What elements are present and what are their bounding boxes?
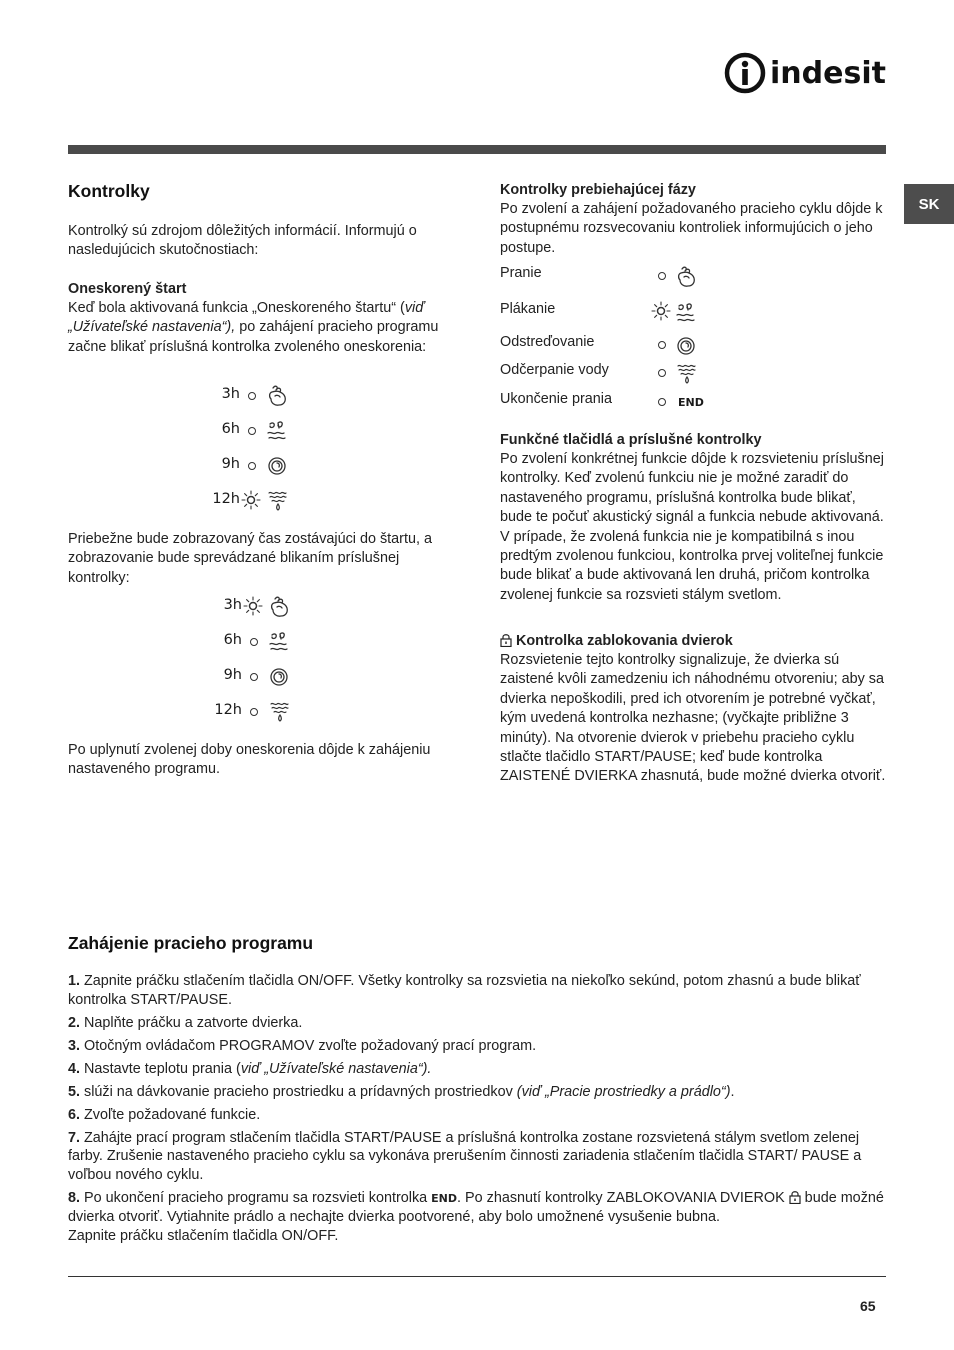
delay-indicator-row [200,628,300,656]
phase-label: Ukončenie prania [500,391,612,407]
delay-indicator-row [200,698,300,726]
delay-hours-label: 9h [221,456,240,472]
drain-icon [266,489,288,513]
spin-icon [675,334,697,358]
delay-indicator-row [198,452,298,480]
delay-indicator-row [198,417,298,445]
indesit-logo [724,52,890,94]
language-tab: SK [904,184,954,224]
steps-list [68,972,886,1250]
intro-text: Kontrolký sú zdrojom dôležitých informácií. Informujú o nasledujúcich skutočnostiach: [68,223,417,259]
delay-indicator-row [200,663,300,691]
spin-icon [268,665,290,689]
step-item: 2. Naplňte práčku a zatvorte dvierka. [68,1014,303,1031]
delay-indicator-row [198,487,298,515]
indicator-led-icon [658,369,666,377]
function-heading: Funkčné tlačidlá a príslušné kontrolky [500,432,762,448]
rinse-icon [675,301,697,325]
step-item: 6. Zvoľte požadované funkcie. [68,1106,261,1123]
delay-heading: Oneskorený štart [68,281,187,297]
lock-heading: Kontrolka zablokovania dvierok [500,632,888,651]
phase-label: Pranie [500,265,542,281]
indicator-led-icon [250,673,258,681]
phase-text: Po zvolení a zahájení požadovaného pracieho cyklu dôjde k postupnému rozsvecovaniu kontroliek informujúcich o jeho postupe. [500,201,883,256]
drain-icon [268,700,290,724]
phase-row [500,301,740,325]
indicator-led-blinking-icon [242,595,264,617]
delay-indicator-row [200,593,300,621]
indicator-led-icon [658,398,666,406]
phase-row [500,334,740,358]
wash-icon [675,265,697,289]
rinse-icon [266,419,288,443]
indicator-led-icon [658,341,666,349]
delay-hours-label: 12h [214,702,242,718]
phase-label: Odstreďovanie [500,334,595,350]
lock-text: Rozsvietenie tejto kontrolky signalizuje, že dvierka sú zaistené kvôli zamedzeniu ich náhodnému otvoreniu; aby sa dvierka nepoškodili, pred ich otvorením je potrebné vyčkať, kým uvedená kontrolka nezhasne; (vyčkajte približne 3 minúty). Na otvorenie dvierok v priebehu pracieho cyklu stlačte tlačidlo START/PAUSE; keď bude kontrolka ZAISTENÉ DVIERKA zhasnutá, bude možné dvierka otvoriť. [500,652,886,785]
delay-hours-label: 9h [223,667,242,683]
indicator-led-icon [248,427,256,435]
delay-hours-label: 6h [223,632,242,648]
delay-text: Keď bola aktivovaná funkcia „Oneskoreného štartu“ (viď „Užívateľské nastavenia“), po zahájení pracieho programu začne blikať príslušná kontrolka zvoleného oneskorenia: [68,300,439,355]
drain-icon [675,362,697,386]
middle-text: Priebežne bude zobrazovaný čas zostávajúci do štartu, a zobrazovanie bude sprevádzané blikaním príslušnej kontrolky: [68,531,432,586]
step-item: 1. Zapnite práčku stlačením tlačidla ON/OFF. Všetky kontrolky sa rozsvietia na niekoľko sekúnd, potom zhasnú a bude blikať kontrolka START/PAUSE. [68,973,861,1008]
delay-hours-label: 3h [223,597,242,613]
step-item: 3. Otočným ovládačom PROGRAMOV zvoľte požadovaný prací program. [68,1037,537,1054]
phase-row [500,362,740,386]
delay-end-text: Po uplynutí zvolenej doby oneskorenia dôjde k zahájeniu nastaveného programu. [68,742,431,778]
step-item: 7. Zahájte prací program stlačením tlačidla START/PAUSE a príslušná kontrolka zostane rozsvietená stálym svetlom zelenej farby. Zrušenie nastaveného pracieho cyklu sa vykonáva prerušením činnosti zariadenia stlačením tlačidla START/ PAUSE a voľbou nového cyklu. [68,1129,862,1183]
footer-rule [68,1276,886,1277]
header-bar [68,145,886,154]
indicator-led-blinking-icon [650,300,672,322]
lock-icon [500,633,512,647]
end-icon: END [678,396,704,409]
wash-icon [268,595,290,619]
end-indicator-label: END [431,1191,458,1205]
step-item: 5. slúži na dávkovanie pracieho prostriedku a prídavných prostriedkov (viď „Pracie prostriedky a prádlo“). [68,1083,735,1100]
indicator-led-icon [248,462,256,470]
section-title-kontrolky: Kontrolky [68,181,150,201]
lock-icon [789,1190,801,1204]
rinse-icon [268,630,290,654]
step-item: 4. Nastavte teplotu prania (viď „Užívateľské nastavenia“). [68,1060,432,1077]
phase-row [500,391,740,415]
wash-icon [266,384,288,408]
step-8: 8. Po ukončení pracieho programu sa rozsvieti kontrolka END. Po zhasnutí kontrolky ZABLOKOVANIA DVIEROK bude možné dvierka otvoriť. Vytiahnite prádlo a nechajte dvierka pootvorené, aby bolo umožnené vysušenie bubna. Zapnite práčku stlačením tlačidla ON/OFF. [68,1189,884,1244]
indicator-led-icon [250,638,258,646]
phase-row [500,265,740,289]
indesit-logo-icon [724,52,766,94]
delay-hours-label: 6h [221,421,240,437]
function-text: Po zvolení konkrétnej funkcie dôjde k rozsvieteniu príslušnej kontrolky. Keď zvolenú funkciu nie je možné zaradiť do nastaveného programu, príslušná kontrolka bude blikať, bude te počuť akustický signál a funkcia nebude aktivovaná. V prípade, že zvolená funkcia nie je kompatibilná s inou predtým zvolenou funkciou, kontrolka prvej voliteľnej funkcie bude blikať a bude aktivovaná len druhá, pričom kontrolka zvolenej funkcie sa rozsvieti stálym svetlom. [500,451,884,603]
indicator-led-icon [248,392,256,400]
phase-heading: Kontrolky prebiehajúcej fázy [500,182,696,198]
indicator-led-blinking-icon [240,489,262,511]
indicator-led-icon [250,708,258,716]
logo-wordmark: indesit [770,56,886,91]
delay-hours-label: 12h [212,491,240,507]
delay-hours-label: 3h [221,386,240,402]
phase-label: Plákanie [500,301,556,317]
page-number: 65 [860,1298,876,1314]
indicator-led-icon [658,272,666,280]
spin-icon [266,454,288,478]
phase-label: Odčerpanie vody [500,362,609,378]
delay-indicator-row [198,382,298,410]
section-title-start: Zahájenie pracieho programu [68,933,314,953]
